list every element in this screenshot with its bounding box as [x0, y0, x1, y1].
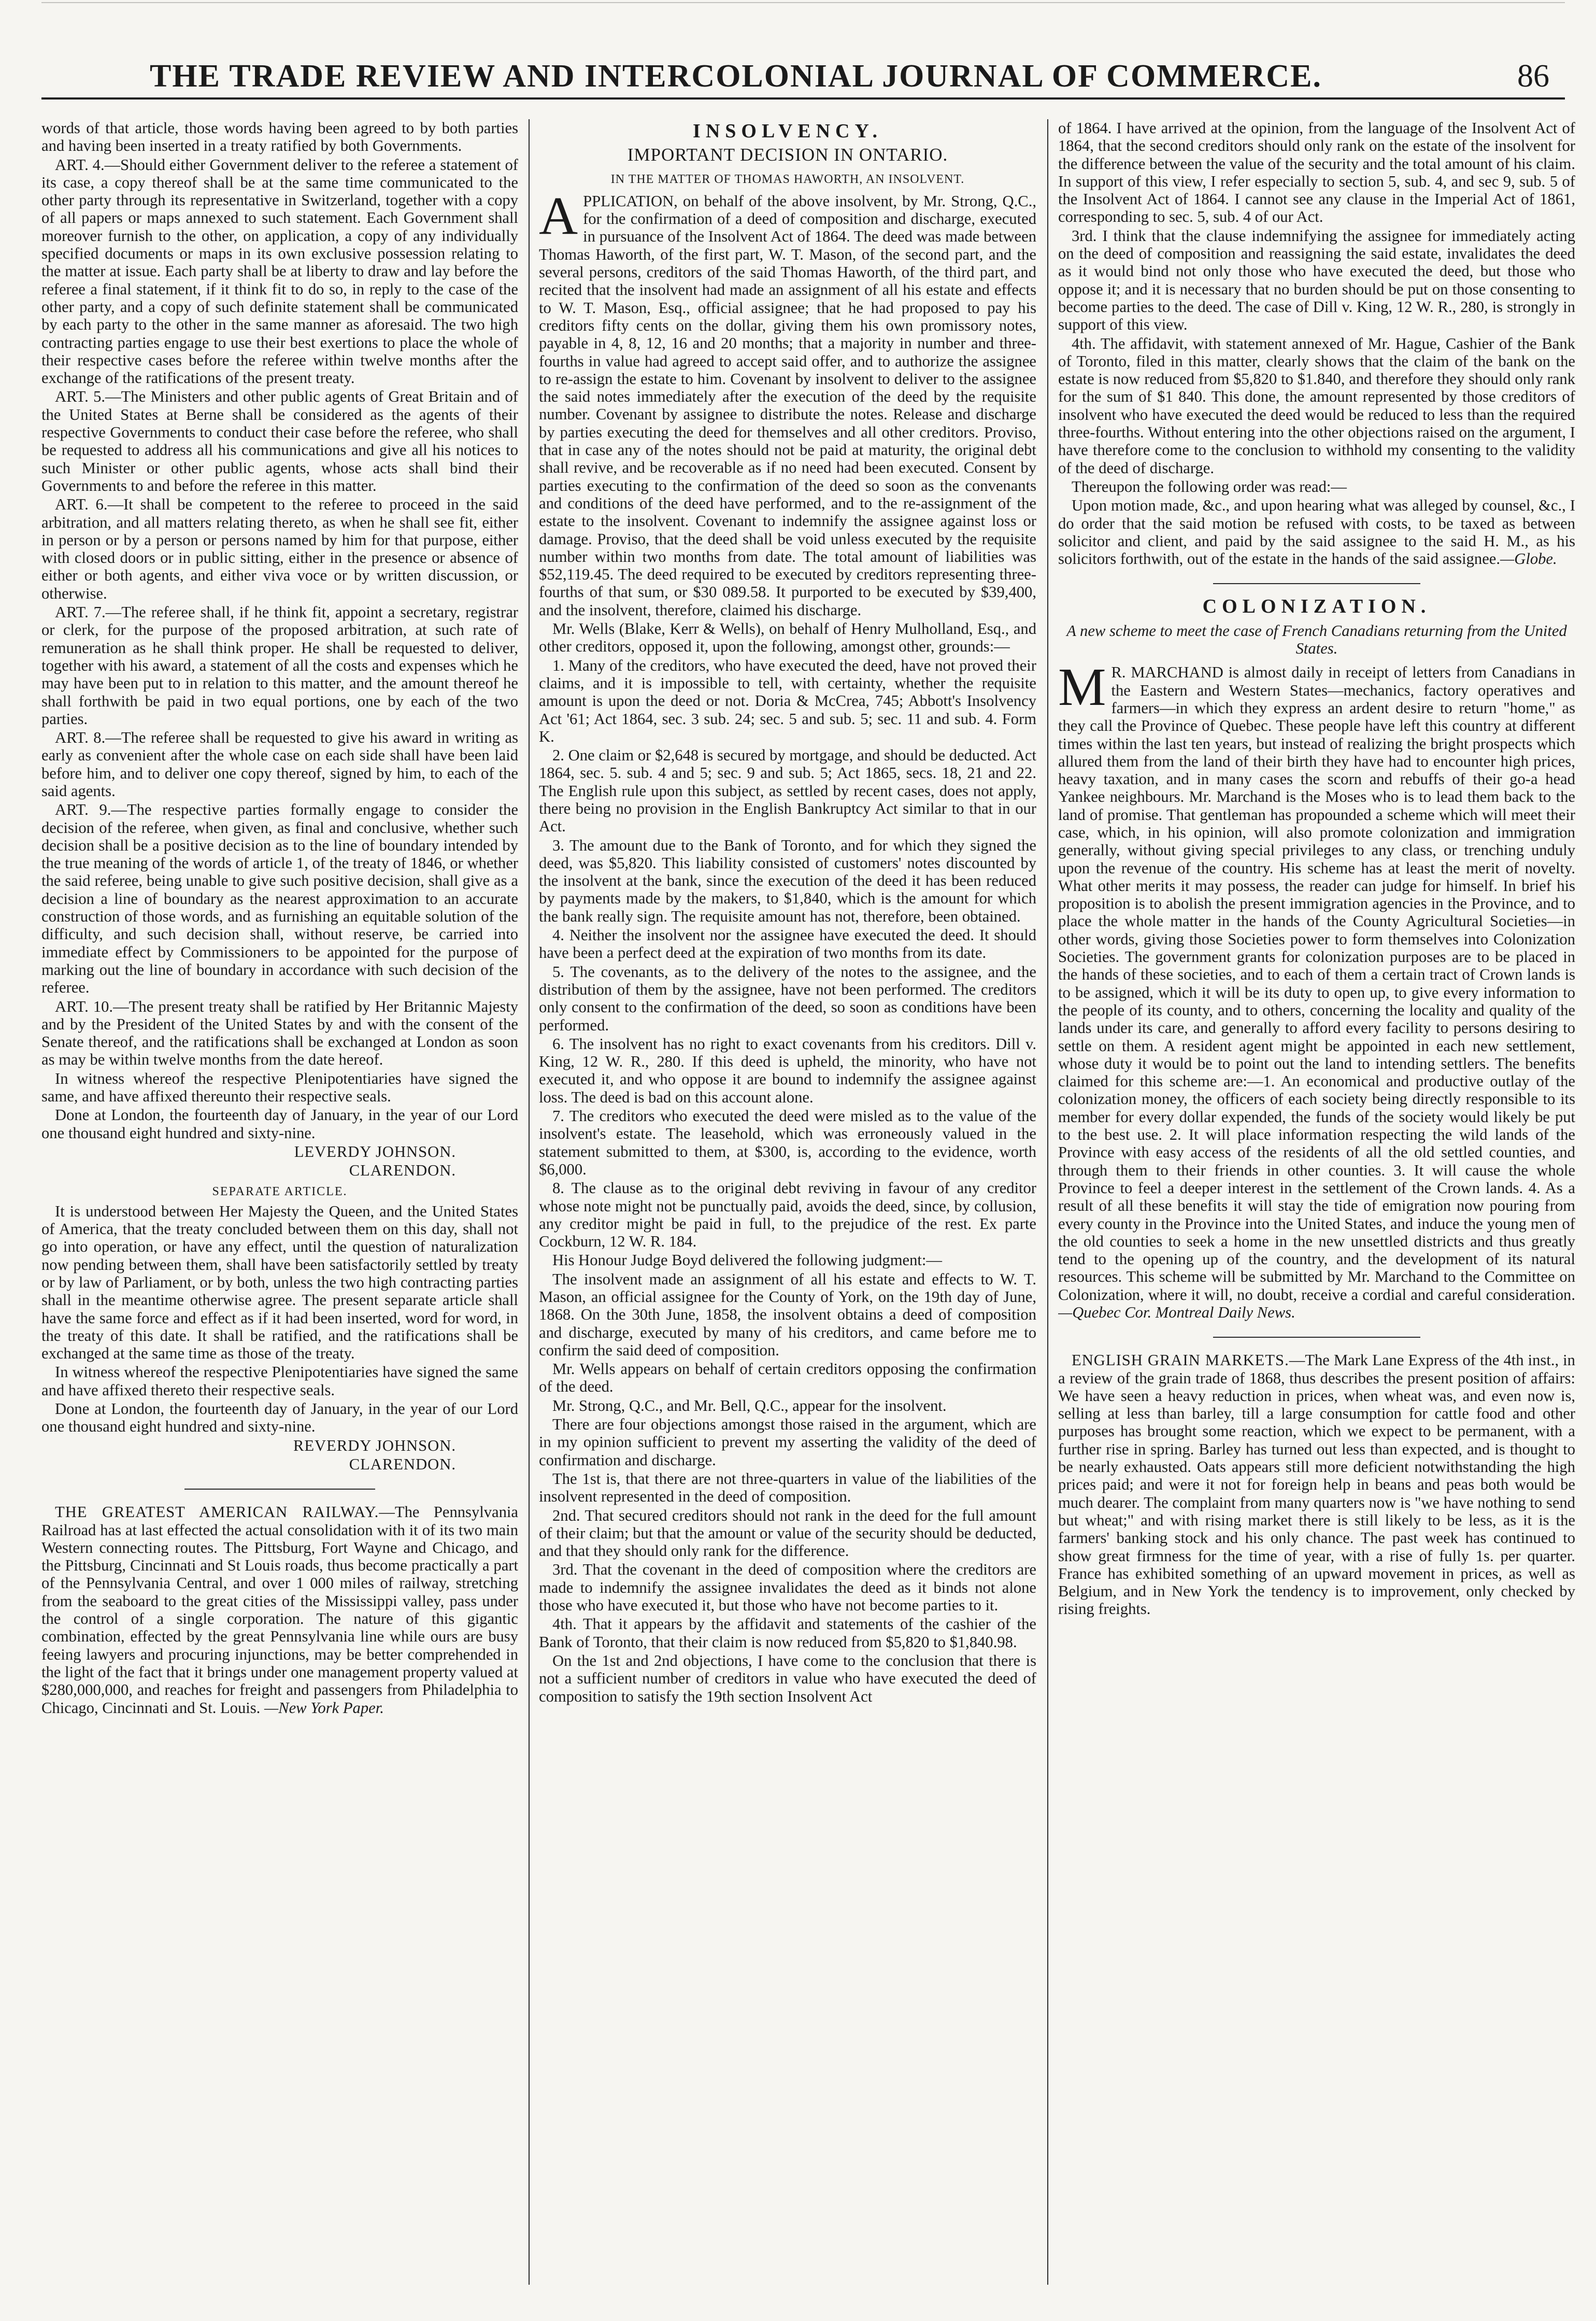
- section-divider: [1213, 583, 1420, 584]
- railway-lead: THE GREATEST AMERICAN RAILWAY.: [55, 1503, 379, 1521]
- railway-article: [41, 1503, 518, 1717]
- judgment-continued: of 1864. I have arrived at the opinion, from the language of the Insolvent Act of 1864, that the second creditors should only rank on the estate of the insolvent for the difference between the value of the security and the total amount of his claim. In support of this view, I refer especially to section 5, sub. 4, and sec 9, sub. 5 of the Insolvent Act of 1864. I cannot see any clause in the Imperial Act of 1861, corresponding to sec. 5, sub. 4 of our Act.: [1058, 119, 1575, 226]
- colonization-body: R. MARCHAND is almost daily in receipt of letters from Canadians in the Eastern and Western States—mechanics, factory operatives and farmers—in which they express an ardent desire to return "home," as they call the Province of Quebec. These people have left this country at different times within the last ten years, but instead of realizing the bright prospects which allured them from the land of their birth they have had to encounter high prices, heavy taxation, and in many cases the scorn and rebuffs of their go-a head Yankee neighbours. Mr. Marchand is the Moses who is to lead them back to the land of promise. That gentleman has propounded a scheme which will meet their case, which, in his opinion, will also promote colonization and immigration generally, without giving special privileges to any class, or trenching unduly upon the revenue of the country. His scheme has at least the merit of novelty. What other merits it may possess, the reader can judge for himself. In brief his proposition is to abolish the present immigration agencies in the Province, and to place the whole matter in the hands of the County Agricultural Societies—in other words, giving those Societies power to form themselves into Colonization Societies. The government grants for colonization purposes are to be placed in the hands of these societies, and to each of them a certain tract of Crown lands is to be assigned, which it will be its duty to open up, to give every information to the people of its county, and to others, concerning the locality and quality of the lands under its care, and generally to afford every facility to persons desiring to settle on them. A resident agent might be appointed in each new settlement, whose duty it would be to point out the land to intending settlers. The benefits claimed for this scheme are:—1. An economical and productive outlay of the colonization money, the officers of each society being directly responsible to its member for every dollar expended, the funds of the society would likely be put to the best use. 2. It will place information respecting the wild lands of the Province with easy access of the residents of all the old settled counties, and through them to their friends in other counties. 3. It will cause the whole Province to feel a deeper interest in the settlement of the Crown lands. 4. As a result of all these benefits it will stay the tide of emigration now pouring from every county in the Province into the United States, and induce the young men of the old counties to seek a home in the new unsettled districts and thus greatly tend to the opening up of the country, and the development of its natural resources. This scheme will be submitted by Mr. Marchand to the Committee on Colonization, where it will, no doubt, receive a cordial and careful consideration.: [1058, 663, 1575, 1304]
- treaty-paragraph: words of that article, those words having been agreed to by both parties and having been inserted in a treaty ratified by both Governments.: [41, 119, 518, 155]
- judgment-intro: His Honour Judge Boyd delivered the following judgment:—: [552, 1251, 942, 1269]
- journal-title: THE TRADE REVIEW AND INTERCOLONIAL JOURNAL OF COMMERCE.: [150, 59, 1322, 94]
- signature-johnson-2: REVERDY JOHNSON.: [293, 1436, 456, 1454]
- treaty-done-at: Done at London, the fourteenth day of January, in the year of our Lord one thousand eight hundred and sixty-nine.: [41, 1106, 518, 1142]
- objection-3: 3. The amount due to the Bank of Toronto, and for which they signed the deed, was $5,820. This liability consisted of customers' notes discounted by the insolvent at the bank, since the execution of the deed it has been reduced by payments made by the makers, to $1,840, which is the amount for which the bank really sign. The requisite amount has not, therefore, been obtained.: [539, 836, 1036, 925]
- treaty-article-6: ART. 6.—It shall be competent to the referee to proceed in the said arbitration, and all matters relating thereto, as when he shall see fit, either in person or by a person or persons named by him for that purpose, either with closed doors or in public sitting, either in the presence or absence of either or both agents, and either viva voce or by written discussion, or otherwise.: [41, 496, 518, 602]
- section-divider: [1213, 1337, 1420, 1338]
- insolvency-opening: [539, 186, 1036, 619]
- judgment-paragraph: 3rd. I think that the clause indemnifying the assignee for immediately acting on the deed of composition and reassigning the said estate, invalidates the deed as it would bind not only those who have executed the deed, but those who oppose it; and it is necessary that no burden should be put on those consenting to become parties to the deed. The case of Dill v. King, 12 W. R., 280, is strongly in support of this view.: [1058, 227, 1575, 334]
- insolvency-paragraph: Mr. Wells (Blake, Kerr & Wells), on behalf of Henry Mulholland, Esq., and other creditors, opposed it, upon the following, amongst other, grounds:—: [539, 620, 1036, 656]
- drop-cap: A: [539, 186, 578, 246]
- railway-source: —New York Paper.: [264, 1699, 384, 1717]
- insolvency-subheading: IMPORTANT DECISION IN ONTARIO.: [627, 145, 948, 165]
- judgment-paragraph: The 1st is, that there are not three-quarters in value of the liabilities of the insolvent represented in the deed of composition.: [539, 1469, 1036, 1506]
- case-title: IN THE MATTER OF THOMAS HAWORTH, AN INSOLVENT.: [610, 172, 965, 186]
- masthead: [41, 48, 1565, 100]
- separate-article-body: It is understood between Her Majesty the Queen, and the United States of America, that the treaty concluded between them on this day, shall not go into operation, or have any effect, until the question of naturalization now pending between them, shall have been satisfactorily settled by treaty or by law of Parliament, or by both, unless the two high contracting parties shall in the meantime otherwise agree. The present separate article shall have the same force and effect as if it had been inserted, word for word, in the treaty of this date. It shall be ratified, and the ratifications shall be exchanged at the same time as those of the treaty.: [41, 1202, 518, 1363]
- treaty-article-4: ART. 4.—Should either Government deliver to the referee a statement of its case, a copy thereof shall be at the same time communicated to the other party through its representative in Switzerland, together with a copy of all papers or maps annexed to such statement. Each Government shall moreover furnish to the other, on application, a copy of any individually specified documents or maps in its own exclusive possession relating to the matter at issue. Each party shall be at liberty to draw and lay before the referee a final statement, if it think fit to do so, in reply to the case of the other party, and a copy of such definite statement shall be communicated by each party to the other in the same manner as aforesaid. The two high contracting parties engage to use their best exertions to place the whole of their respective cases before the referee within twelve months after the exchange of the ratifications of the present treaty.: [41, 155, 518, 387]
- colonization-heading: COLONIZATION.: [1202, 596, 1431, 618]
- colonization-article: [1058, 657, 1575, 1321]
- column-3: [1058, 119, 1575, 2285]
- order-body: Upon motion made, &c., and upon hearing what was alleged by counsel, &c., I do order that the said motion be refused with costs, to be taxed as between solicitor and client, and paid by the said assignee to the said H. M., as his solicitors forthwith, out of the estate in the hands of the said assignee.: [1058, 497, 1575, 568]
- judgment-paragraph: 2nd. That secured creditors should not rank in the deed for the full amount of their claim; but that the amount or value of the security should be deducted, and that they should only rank for the difference.: [539, 1506, 1036, 1560]
- order-source: —Globe.: [1500, 550, 1557, 568]
- order-text: [1058, 497, 1575, 568]
- page-number: 86: [1517, 59, 1549, 94]
- separate-article-witness: In witness whereof the respective Plenipotentiaries have signed the same and have affixed thereto their respective seals.: [41, 1363, 518, 1399]
- grain-lead: ENGLISH GRAIN MARKETS.: [1072, 1351, 1289, 1369]
- railway-body: —The Pennsylvania Railroad has at last effected the actual consolidation with it of its two main Western connecting routes. The Pittsburg, Fort Wayne and Chicago, and the Pittsburg, Cincinnati and St Louis roads, thus become practically a part of the Pennsylvania Central, and over 1 000 miles of railway, stretching from the seaboard to the great cities of the Mississippi valley, pass under the control of a single corporation. The nature of this gigantic combination, effected by the great Pennsylvania line while ours are busy feeing lawyers and procuring injunctions, may be better comprehended in the light of the fact that it brings under one management property valued at $280,000,000, and reaches for freight and passengers from Philadelphia to Chicago, Cincinnati and St. Louis.: [41, 1503, 518, 1717]
- order-intro: Thereupon the following order was read:—: [1072, 477, 1347, 496]
- treaty-article-8: ART. 8.—The referee shall be requested to give his award in writing as early as convenient after the whole case on each side shall have been laid before him, and to deliver one copy thereof, signed by him, to each of the said agents.: [41, 729, 518, 800]
- insolvency-heading: INSOLVENCY.: [693, 120, 882, 142]
- judgment-paragraph: Mr. Wells appears on behalf of certain creditors opposing the confirmation of the deed.: [539, 1360, 1036, 1396]
- top-edge-line: [41, 2, 1565, 3]
- judgment-paragraph: 3rd. That the covenant in the deed of composition where the creditors are made to indemnify the assignee invalidates the deed as it binds not alone those who have executed it, but those who have not become parties to it.: [539, 1561, 1036, 1615]
- judgment-paragraph: There are four objections amongst those raised in the argument, which are in my opinion sufficient to prevent my asserting the validity of the deed of confirmation and discharge.: [539, 1416, 1036, 1469]
- judgment-paragraph: 4th. That it appears by the affidavit and statements of the cashier of the Bank of Toronto, that their claim is now reduced from $5,820 to $1,840.98.: [539, 1615, 1036, 1651]
- column-1: [41, 119, 518, 2285]
- signature-clarendon-2: CLARENDON.: [349, 1455, 456, 1473]
- treaty-article-9: ART. 9.—The respective parties formally engage to consider the decision of the referee, when given, as final and conclusive, whether such decision shall be a positive decision as to the line of boundary intended by the true meaning of the words of article 1, of the treaty of 1846, or whether the said referee, being unable to give such positive decision, shall give as a decision a line of boundary as the nearest approximation to an accurate construction of those words, and as furnishing an equitable solution of the difficulty, and such decision shall, without reserve, be carried into immediate effect by Commissioners to be appointed for the purpose of marking out the line of boundary in accordance with such decision of the referee.: [41, 801, 518, 997]
- drop-cap: M: [1058, 657, 1106, 717]
- separate-article-done-at: Done at London, the fourteenth day of January, in the year of our Lord one thousand eight hundred and sixty-nine.: [41, 1400, 518, 1436]
- column-rule-right: [1047, 119, 1048, 2285]
- judgment-paragraph: 4th. The affidavit, with statement annexed of Mr. Hague, Cashier of the Bank of Toronto, filed in this matter, clearly shows that the claim of the bank on the estate is now reduced from $5,820 to $1.840, and therefore they should only rank for the sum of $1 840. This done, the amount represented by those creditors of insolvent who have executed the deed would be reduced to less than the required three-fourths. Without entering into the other objections raised on the argument, I have therefore come to the conclusion to withhold my consenting to the validity of the deed of discharge.: [1058, 334, 1575, 477]
- treaty-article-5: ART. 5.—The Ministers and other public agents of Great Britain and of the United States at Berne shall be considered as the agents of their respective Governments to conduct their case before the referee, who shall be requested to address all his communications and give all his notices to such Minister or other public agents, whose acts shall bind their Governments to and before the referee in this matter.: [41, 388, 518, 494]
- signature-johnson: LEVERDY JOHNSON.: [294, 1142, 456, 1160]
- judgment-paragraph: Mr. Strong, Q.C., and Mr. Bell, Q.C., appear for the insolvent.: [552, 1396, 947, 1414]
- treaty-witness: In witness whereof the respective Plenipotentiaries have signed the same, and have affixed thereunto their respective seals.: [41, 1069, 518, 1106]
- treaty-article-10: ART. 10.—The present treaty shall be ratified by Her Britannic Majesty and by the President of the United States by and with the consent of the Senate thereof, and the ratifications shall be exchanged at London as soon as may be within twelve months from the date hereof.: [41, 997, 518, 1069]
- column-rule-left: [529, 119, 530, 2285]
- judgment-paragraph: The insolvent made an assignment of all his estate and effects to W. T. Mason, an official assignee for the County of York, on the 19th day of June, 1868. On the 30th June, 1858, the insolvent obtains a deed of composition and discharge, executed by many of his creditors, and came before me to confirm the said deed of composition.: [539, 1270, 1036, 1359]
- objection-5: 5. The covenants, as to the delivery of the notes to the assignee, and the distribution of them by the assignee, have not been performed. The creditors only consent to the confirmation of the deed, so soon as conditions have been performed.: [539, 963, 1036, 1034]
- colonization-subheading: A new scheme to meet the case of French Canadians returning from the United States.: [1066, 621, 1567, 658]
- separate-article-heading: SEPARATE ARTICLE.: [212, 1184, 348, 1198]
- objection-8: 8. The clause as to the original debt reviving in favour of any creditor whose note might not be punctually paid, avoids the deed, since, by collusion, any creditor might be paid in full, to the prejudice of the rest. Ex parte Cockburn, 12 W. R. 184.: [539, 1179, 1036, 1251]
- treaty-article-7: ART. 7.—The referee shall, if he think fit, appoint a secretary, registrar or clerk, for the purpose of the proposed arbitration, at such rate of remuneration as he shall think proper. He shall be requested to deliver, together with his award, a statement of all the costs and expenses which he may have been put to in relation to this matter, and the amount thereof he shall forthwith be paid in two equal portions, one by each of the two parties.: [41, 603, 518, 728]
- objection-1: 1. Many of the creditors, who have executed the deed, have not proved their claims, and it is impossible to tell, with certainty, whether the requisite amount is upon the deed or not. Doria & McCrea, 745; Abbott's Insolvency Act '61; Act 1864, sec. 3 sub. 24; sec. 5 and sub. 5; sec. 11 and sub. 4. Form K.: [539, 656, 1036, 745]
- signature-clarendon: CLARENDON.: [349, 1162, 456, 1180]
- grain-article: [1058, 1351, 1575, 1618]
- judgment-paragraph: On the 1st and 2nd objections, I have come to the conclusion that there is not a sufficient number of creditors in value who have executed the deed of composition to satisfy the 19th section Insolvent Act: [539, 1651, 1036, 1705]
- column-2: [539, 119, 1036, 2285]
- insolvency-opening-text: PPLICATION, on behalf of the above insolvent, by Mr. Strong, Q.C., for the confirmation of a deed of composition and discharge, executed in pursuance of the Insolvent Act of 1864. The deed was made between Thomas Haworth, of the first part, W. T. Mason, of the second part, and the several persons, creditors of the said Thomas Haworth, of the third part, and recited that the insolvent had made an assignment of all his estate and effects to W. T. Mason, Esq., official assignee; that he had proposed to pay his creditors fifty cents on the dollar, giving them his own promissory notes, payable in 4, 8, 12, 16 and 20 months; that a majority in number and three-fourths in value had agreed to accept said offer, and to authorize the assignee to re-assign the estate to him. Covenant by insolvent to deliver to the assignee the said notes immediately after the execution of the deed by the requisite number. Covenant by assignee to distribute the notes. Release and discharge by parties executing the deed for themselves and all other creditors. Proviso, that in case any of the notes should not be paid at maturity, the original debt shall revive, and be recoverable as if no need had been executed. Consent by parties executing to the confirmation of the deed so soon as the convenants and conditions of the deed have performed, and to the re-assignment of the estate to the insolvent. Covenant to indemnify the assignee against loss or damage. Proviso, that the deed shall be void unless executed by the requisite number within two months from date. The total amount of liabilities was $52,119.45. The deed required to be executed by creditors representing three-fourths of that sum, or $30 089.58. It purported to be executed by $39,400, and the insolvent, therefore, claimed his discharge.: [539, 192, 1036, 619]
- objection-7: 7. The creditors who executed the deed were misled as to the value of the insolvent's estate. The leasehold, which was erroneously valued in the statement submitted to them, at $300, is, according to the evidence, worth $6,000.: [539, 1107, 1036, 1178]
- section-divider: [184, 1489, 375, 1490]
- colonization-source: —Quebec Cor. Montreal Daily News.: [1058, 1304, 1295, 1321]
- objection-4: 4. Neither the insolvent nor the assignee have executed the deed. It should have been a perfect deed at the expiration of two months from its date.: [539, 926, 1036, 962]
- grain-body: —The Mark Lane Express of the 4th inst., in a review of the grain trade of 1868, thus describes the present position of affairs: We have seen a heavy reduction in prices, when wheat was, and even now is, selling at less than barley, till a large consumption for cattle food and other purposes has brought some reaction, which we expect to be permanent, with a further rise in spring. Barley has turned out less than expected, and is thought to be nearly exhausted. Oats appears still more deficient notwithstanding the high prices paid; and were it not for foreign help in beans and peas both would be much dearer. The complaint from many quarters now is "we have nothing to send but wheat;" and with rising market there is still likely to be less, as it is the farmers' banking stock and his only chance. The past week has continued to show great firmness for the time of year, with a rise of fully 1s. per quarter. France has exhibited something of an upward movement in prices, as well as Belgium, and in New York the tendency is to improvement, only checked by rising freights.: [1058, 1351, 1575, 1618]
- objection-2: 2. One claim or $2,648 is secured by mortgage, and should be deducted. Act 1864, sec. 5. sub. 4 and 5; sec. 9 and sub. 5; Act 1865, secs. 18, 21 and 22. The English rule upon this subject, as settled by recent cases, does not apply, there being no provision in the English Bankruptcy Act similar to that in our Act.: [539, 746, 1036, 836]
- objection-6: 6. The insolvent has no right to exact covenants from his creditors. Dill v. King, 12 W. R., 280. If this deed is upheld, the minority, who have not executed it, and who oppose it are bound to indemnify the assignee against loss. The deed is bad on this account alone.: [539, 1035, 1036, 1106]
